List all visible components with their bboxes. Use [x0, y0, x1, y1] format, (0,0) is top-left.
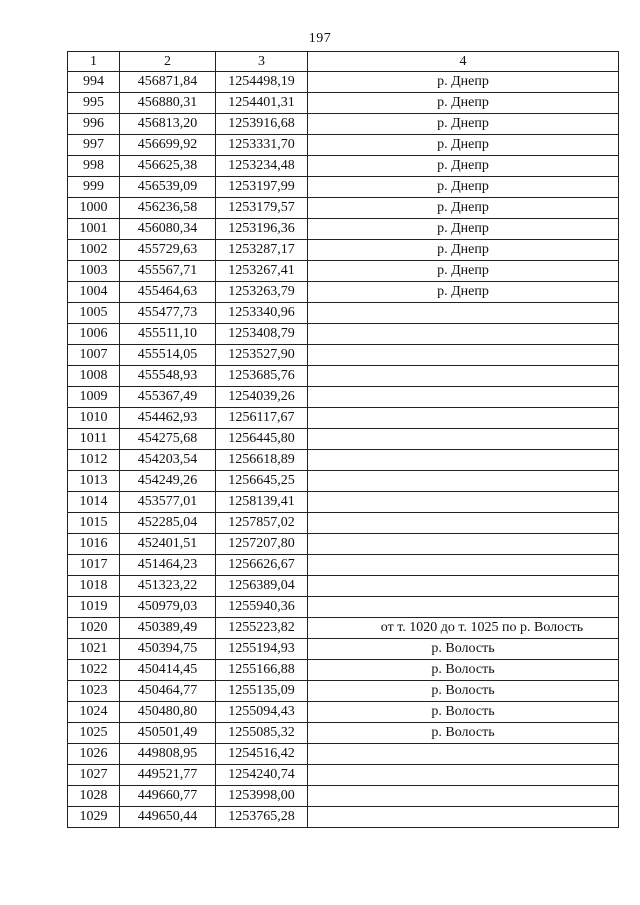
x-coordinate-cell: 450480,80 [120, 702, 216, 723]
description-cell [308, 387, 619, 408]
x-coordinate-cell: 456871,84 [120, 72, 216, 93]
y-coordinate-cell: 1255135,09 [216, 681, 308, 702]
table-row [68, 576, 619, 597]
point-number-cell: 1017 [68, 555, 120, 576]
y-coordinate-cell: 1253765,28 [216, 807, 308, 828]
point-number-cell: 1027 [68, 765, 120, 786]
table-row [68, 534, 619, 555]
table-row [68, 681, 619, 702]
x-coordinate-cell: 452401,51 [120, 534, 216, 555]
point-number-cell: 1025 [68, 723, 120, 744]
x-coordinate-cell: 456236,58 [120, 198, 216, 219]
x-coordinate-cell: 456813,20 [120, 114, 216, 135]
point-number-cell: 1026 [68, 744, 120, 765]
point-number-cell: 1004 [68, 282, 120, 303]
point-number-cell: 1006 [68, 324, 120, 345]
point-number-cell: 994 [68, 72, 120, 93]
x-coordinate-cell: 455477,73 [120, 303, 216, 324]
description-cell [308, 408, 619, 429]
y-coordinate-cell: 1253527,90 [216, 345, 308, 366]
description-cell [308, 366, 619, 387]
point-number-cell: 1015 [68, 513, 120, 534]
table-row [68, 450, 619, 471]
y-coordinate-cell: 1255085,32 [216, 723, 308, 744]
y-coordinate-cell: 1258139,41 [216, 492, 308, 513]
y-coordinate-cell: 1253998,00 [216, 786, 308, 807]
description-cell [308, 429, 619, 450]
x-coordinate-cell: 452285,04 [120, 513, 216, 534]
description-cell: р. Волость [308, 660, 619, 681]
table-row [68, 513, 619, 534]
description-cell: р. Волость [308, 681, 619, 702]
x-coordinate-cell: 455511,10 [120, 324, 216, 345]
x-coordinate-cell: 456880,31 [120, 93, 216, 114]
description-cell: р. Днепр [308, 219, 619, 240]
point-number-cell: 1028 [68, 786, 120, 807]
point-number-cell: 1024 [68, 702, 120, 723]
point-number-cell: 1003 [68, 261, 120, 282]
description-cell: р. Днепр [308, 240, 619, 261]
y-coordinate-cell: 1256645,25 [216, 471, 308, 492]
x-coordinate-cell: 456625,38 [120, 156, 216, 177]
x-coordinate-cell: 454203,54 [120, 450, 216, 471]
table-row [68, 366, 619, 387]
y-coordinate-cell: 1256117,67 [216, 408, 308, 429]
y-coordinate-cell: 1257857,02 [216, 513, 308, 534]
table-row [68, 639, 619, 660]
y-coordinate-cell: 1253287,17 [216, 240, 308, 261]
x-coordinate-cell: 455514,05 [120, 345, 216, 366]
x-coordinate-cell: 449808,95 [120, 744, 216, 765]
y-coordinate-cell: 1257207,80 [216, 534, 308, 555]
y-coordinate-cell: 1256389,04 [216, 576, 308, 597]
description-cell [308, 534, 619, 555]
table-row [68, 723, 619, 744]
table-row [68, 240, 619, 261]
point-number-cell: 1010 [68, 408, 120, 429]
table-row [68, 387, 619, 408]
description-cell [308, 807, 619, 828]
x-coordinate-cell: 450389,49 [120, 618, 216, 639]
table-row [68, 786, 619, 807]
y-coordinate-cell: 1255940,36 [216, 597, 308, 618]
y-coordinate-cell: 1254498,19 [216, 72, 308, 93]
x-coordinate-cell: 455464,63 [120, 282, 216, 303]
y-coordinate-cell: 1253196,36 [216, 219, 308, 240]
coordinates-table [67, 51, 619, 828]
y-coordinate-cell: 1253916,68 [216, 114, 308, 135]
point-number-cell: 1023 [68, 681, 120, 702]
table-row [68, 702, 619, 723]
point-number-cell: 1022 [68, 660, 120, 681]
x-coordinate-cell: 449521,77 [120, 765, 216, 786]
description-cell [308, 597, 619, 618]
point-number-cell: 1014 [68, 492, 120, 513]
point-number-cell: 1012 [68, 450, 120, 471]
description-cell [308, 555, 619, 576]
table-row [68, 282, 619, 303]
table-row [68, 114, 619, 135]
description-cell: р. Днепр [308, 198, 619, 219]
description-cell [308, 492, 619, 513]
y-coordinate-cell: 1253263,79 [216, 282, 308, 303]
table-row [68, 198, 619, 219]
header-cell-4: 4 [308, 52, 619, 72]
table-row [68, 807, 619, 828]
point-number-cell: 1002 [68, 240, 120, 261]
y-coordinate-cell: 1253267,41 [216, 261, 308, 282]
x-coordinate-cell: 450501,49 [120, 723, 216, 744]
table-row [68, 744, 619, 765]
y-coordinate-cell: 1253331,70 [216, 135, 308, 156]
table-row [68, 177, 619, 198]
table-row [68, 261, 619, 282]
description-cell: р. Волость [308, 702, 619, 723]
table-row [68, 135, 619, 156]
table-row [68, 492, 619, 513]
y-coordinate-cell: 1253179,57 [216, 198, 308, 219]
description-cell [308, 576, 619, 597]
description-cell [308, 450, 619, 471]
description-cell: р. Днепр [308, 261, 619, 282]
point-number-cell: 1019 [68, 597, 120, 618]
table-row [68, 660, 619, 681]
point-number-cell: 999 [68, 177, 120, 198]
point-number-cell: 1000 [68, 198, 120, 219]
x-coordinate-cell: 456539,09 [120, 177, 216, 198]
description-cell: р. Днепр [308, 282, 619, 303]
description-cell: р. Днепр [308, 114, 619, 135]
description-cell [308, 744, 619, 765]
x-coordinate-cell: 450414,45 [120, 660, 216, 681]
point-number-cell: 1021 [68, 639, 120, 660]
description-cell: р. Волость [308, 639, 619, 660]
description-cell: р. Днепр [308, 93, 619, 114]
description-cell: от т. 1020 до т. 1025 по р. Волость [308, 618, 619, 639]
y-coordinate-cell: 1256445,80 [216, 429, 308, 450]
y-coordinate-cell: 1255223,82 [216, 618, 308, 639]
description-cell: р. Днепр [308, 156, 619, 177]
y-coordinate-cell: 1255194,93 [216, 639, 308, 660]
x-coordinate-cell: 450464,77 [120, 681, 216, 702]
y-coordinate-cell: 1253340,96 [216, 303, 308, 324]
x-coordinate-cell: 454275,68 [120, 429, 216, 450]
description-cell [308, 471, 619, 492]
description-cell [308, 303, 619, 324]
table-row [68, 408, 619, 429]
table-row [68, 324, 619, 345]
description-cell [308, 765, 619, 786]
table-row [68, 345, 619, 366]
description-cell: р. Днепр [308, 177, 619, 198]
x-coordinate-cell: 454249,26 [120, 471, 216, 492]
description-cell [308, 786, 619, 807]
y-coordinate-cell: 1254401,31 [216, 93, 308, 114]
y-coordinate-cell: 1254516,42 [216, 744, 308, 765]
x-coordinate-cell: 451464,23 [120, 555, 216, 576]
point-number-cell: 1029 [68, 807, 120, 828]
description-cell [308, 513, 619, 534]
table-row [68, 765, 619, 786]
point-number-cell: 1007 [68, 345, 120, 366]
table-row [68, 618, 619, 639]
header-cell-2: 2 [120, 52, 216, 72]
x-coordinate-cell: 449650,44 [120, 807, 216, 828]
description-cell [308, 324, 619, 345]
x-coordinate-cell: 453577,01 [120, 492, 216, 513]
x-coordinate-cell: 455729,63 [120, 240, 216, 261]
table-row [68, 303, 619, 324]
y-coordinate-cell: 1255094,43 [216, 702, 308, 723]
point-number-cell: 1016 [68, 534, 120, 555]
table-row [68, 156, 619, 177]
table-body [68, 52, 619, 828]
description-cell [308, 345, 619, 366]
y-coordinate-cell: 1254039,26 [216, 387, 308, 408]
x-coordinate-cell: 455567,71 [120, 261, 216, 282]
point-number-cell: 997 [68, 135, 120, 156]
y-coordinate-cell: 1253685,76 [216, 366, 308, 387]
x-coordinate-cell: 450979,03 [120, 597, 216, 618]
x-coordinate-cell: 449660,77 [120, 786, 216, 807]
table-row [68, 429, 619, 450]
table-row [68, 93, 619, 114]
table-row [68, 72, 619, 93]
point-number-cell: 1005 [68, 303, 120, 324]
point-number-cell: 1009 [68, 387, 120, 408]
table-header-row [68, 52, 619, 72]
x-coordinate-cell: 455367,49 [120, 387, 216, 408]
point-number-cell: 1011 [68, 429, 120, 450]
table-row [68, 597, 619, 618]
y-coordinate-cell: 1255166,88 [216, 660, 308, 681]
description-cell: р. Волость [308, 723, 619, 744]
point-number-cell: 996 [68, 114, 120, 135]
x-coordinate-cell: 454462,93 [120, 408, 216, 429]
x-coordinate-cell: 451323,22 [120, 576, 216, 597]
point-number-cell: 1008 [68, 366, 120, 387]
point-number-cell: 1013 [68, 471, 120, 492]
point-number-cell: 1018 [68, 576, 120, 597]
header-cell-3: 3 [216, 52, 308, 72]
point-number-cell: 998 [68, 156, 120, 177]
x-coordinate-cell: 455548,93 [120, 366, 216, 387]
y-coordinate-cell: 1253234,48 [216, 156, 308, 177]
y-coordinate-cell: 1256618,89 [216, 450, 308, 471]
point-number-cell: 1001 [68, 219, 120, 240]
description-cell: р. Днепр [308, 135, 619, 156]
table-row [68, 555, 619, 576]
y-coordinate-cell: 1254240,74 [216, 765, 308, 786]
point-number-cell: 995 [68, 93, 120, 114]
page-number: 197 [308, 31, 332, 46]
y-coordinate-cell: 1253197,99 [216, 177, 308, 198]
header-cell-1: 1 [68, 52, 120, 72]
y-coordinate-cell: 1256626,67 [216, 555, 308, 576]
table-row [68, 219, 619, 240]
x-coordinate-cell: 450394,75 [120, 639, 216, 660]
x-coordinate-cell: 456080,34 [120, 219, 216, 240]
point-number-cell: 1020 [68, 618, 120, 639]
y-coordinate-cell: 1253408,79 [216, 324, 308, 345]
x-coordinate-cell: 456699,92 [120, 135, 216, 156]
table-row [68, 471, 619, 492]
description-cell: р. Днепр [308, 72, 619, 93]
